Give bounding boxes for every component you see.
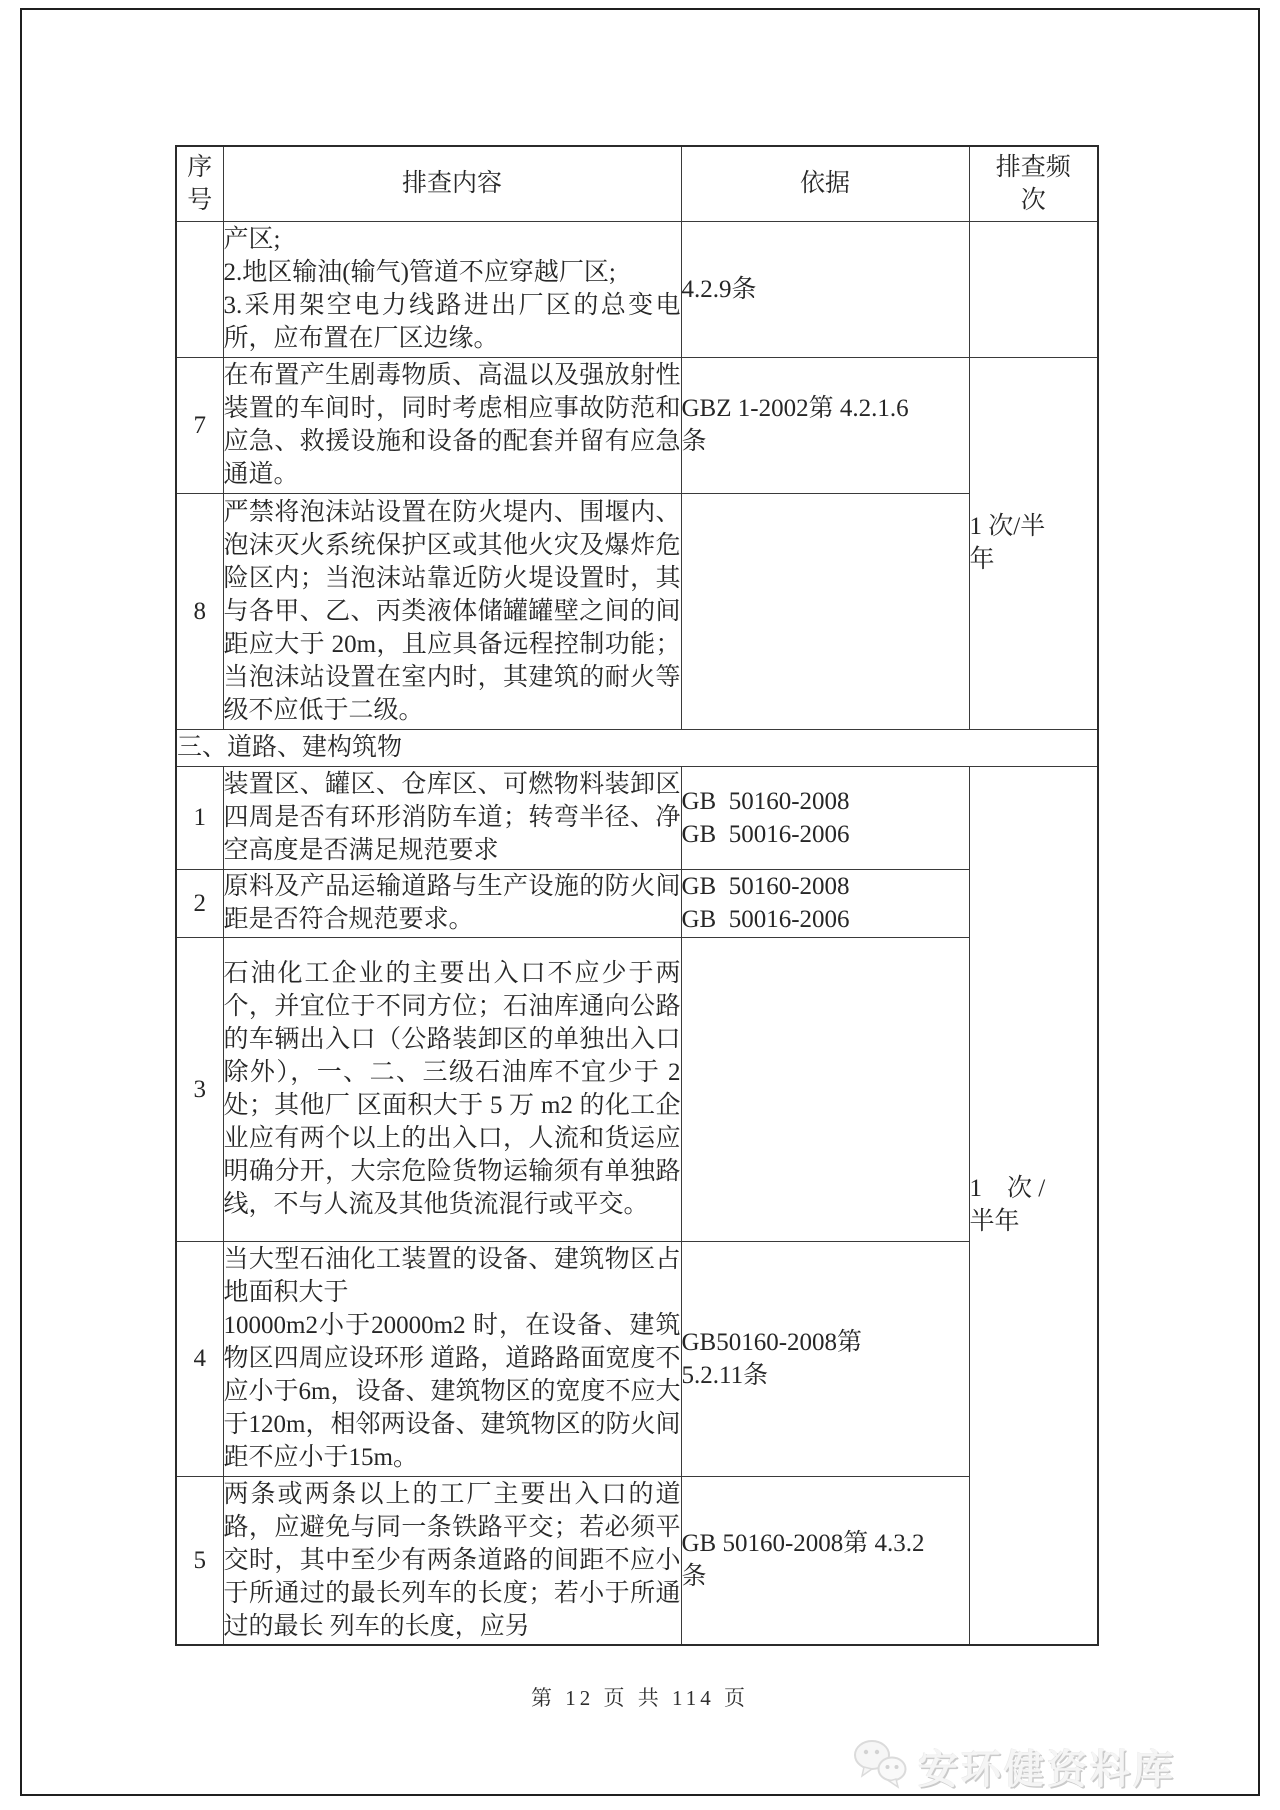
row-no: 3	[193, 1075, 206, 1103]
freq-line: 半年	[969, 1208, 1020, 1236]
content-text: 原料及产品运输道路与生产设施的防火间距是否符合规范要求。	[223, 873, 681, 933]
basis-line: GB 50016-2006	[681, 906, 850, 933]
freq-line: 1 次 /	[969, 1175, 1046, 1203]
table-row-8	[176, 493, 1098, 729]
table-row-2	[176, 869, 1098, 937]
basis-line: GB 50160-2008第 4.3.2	[681, 1530, 925, 1558]
row-basis-cell	[681, 869, 969, 937]
content-line: 产区;	[223, 226, 281, 253]
page-number-footer: 第 12 页 共 114 页	[531, 1686, 749, 1710]
basis-line: 条	[681, 1563, 707, 1591]
row-no: 1	[193, 804, 206, 831]
content-line: 2.地区输油(输气)管道不应穿越厂区;	[223, 259, 616, 286]
row-basis-cell	[681, 221, 969, 357]
table-row-continuation	[176, 221, 1098, 357]
row-no-cell	[176, 221, 223, 357]
row-no: 5	[193, 1546, 206, 1574]
row-no: 7	[193, 411, 206, 439]
basis-line: 条	[681, 428, 707, 455]
row-no: 4	[193, 1345, 206, 1372]
row-no: 8	[193, 597, 206, 625]
row-content-cell	[223, 493, 681, 729]
table-header-row	[176, 146, 1098, 221]
watermark-label: 安环健资料库	[918, 1746, 1176, 1792]
row-basis-cell	[681, 1476, 969, 1645]
row-basis-cell	[681, 1241, 969, 1476]
header-basis	[681, 146, 969, 221]
row-no-cell	[176, 937, 223, 1241]
header-no	[176, 146, 223, 221]
row-no-cell	[176, 493, 223, 729]
content-text: 石油化工企业的主要出入口不应少于两个，并宜位于不同方位；石油库通向公路的车辆出入口（公路装卸区的单独出入口除外），一、二、三级石油库不宜少于 2 处；其他厂 区面积大于 5 万 m2 的化工企业应有两个以上的出入口，人流和货运应明确分开，大宗危险货物运输须有单独路线，不与人流及其他货流混行或平交。	[223, 960, 681, 1218]
section-heading-row	[176, 729, 1098, 766]
table-row-4	[176, 1241, 1098, 1476]
basis-line: GB50160-2008第	[681, 1328, 863, 1356]
row-no-cell	[176, 1241, 223, 1476]
basis-line: 4.2.9条	[681, 275, 757, 303]
table-row-5	[176, 1476, 1098, 1645]
row-basis-cell	[681, 766, 969, 869]
basis-line: GB 50160-2008	[681, 873, 850, 900]
row-content-cell	[223, 937, 681, 1241]
row-content-cell	[223, 766, 681, 869]
header-content-label: 排查内容	[401, 170, 502, 198]
basis-line: GBZ 1-2002第 4.2.1.6	[681, 395, 909, 422]
content-line: 3.采用架空电力线路进出厂区的总变电所，应布置在厂区边缘。	[223, 292, 681, 352]
inspection-table	[175, 145, 1099, 1646]
content-line: 当大型石油化工装置的设备、建筑物区占地面积大于	[223, 1246, 681, 1306]
row-no-cell	[176, 869, 223, 937]
row-content-cell	[223, 869, 681, 937]
row-content-cell	[223, 1476, 681, 1645]
table-row-7	[176, 357, 1098, 493]
content-text: 在布置产生剧毒物质、高温以及强放射性装置的车间时，同时考虑相应事故防范和应急、救援设施和设备的配套并留有应急通道。	[223, 362, 681, 488]
row-basis-cell	[681, 493, 969, 729]
row-basis-cell	[681, 357, 969, 493]
header-no-label: 序号	[187, 153, 213, 214]
row-content-cell	[223, 1241, 681, 1476]
header-basis-label: 依据	[799, 170, 850, 198]
freq-line: 年	[969, 546, 995, 573]
row-freq-cell	[969, 221, 1098, 357]
row-no-cell	[176, 357, 223, 493]
row-basis-cell	[681, 937, 969, 1241]
table-row-1	[176, 766, 1098, 869]
basis-line: 5.2.11条	[681, 1361, 769, 1389]
row-content-cell	[223, 221, 681, 357]
watermark	[852, 1736, 1232, 1796]
content-text: 严禁将泡沫站设置在防火堤内、围堰内、泡沫灭火系统保护区或其他火灾及爆炸危险区内；当泡沫站靠近防火堤设置时，其与各甲、乙、丙类液体储罐罐壁之间的间距应大于 20m，且应具备远程控制功能；当泡沫站设置在室内时，其建筑的耐火等级不应低于二级。	[223, 498, 681, 724]
row-no-cell	[176, 766, 223, 869]
table-row-3	[176, 937, 1098, 1241]
header-freq	[969, 146, 1098, 221]
content-line: 10000m2小于20000m2 时，在设备、建筑物区四周应设环形 道路，道路路面宽度不应小于6m，设备、建筑物区的宽度不应大于120m，相邻两设备、建筑物区的防火间距不应小于15m。	[223, 1312, 681, 1471]
basis-line: GB 50016-2006	[681, 820, 850, 848]
row-freq-cell-merged	[969, 357, 1098, 729]
basis-line: GB 50160-2008	[681, 787, 850, 815]
header-freq-label: 排查频次	[995, 153, 1071, 214]
row-content-cell	[223, 357, 681, 493]
row-no: 2	[193, 889, 206, 917]
section-heading: 三、道路、建构筑物	[176, 729, 1098, 766]
header-content	[223, 146, 681, 221]
content-text: 装置区、罐区、仓库区、可燃物料装卸区四周是否有环形消防车道；转弯半径、净空高度是否满足规范要求	[223, 771, 681, 864]
content-text: 两条或两条以上的工厂主要出入口的道路，应避免与同一条铁路平交；若必须平交时，其中至少有两条道路的间距不应小于所通过的最长列车的长度；若小于所通过的最长 列车的长度，应另	[223, 1480, 681, 1640]
freq-line: 1 次/半	[969, 513, 1046, 540]
row-no-cell	[176, 1476, 223, 1645]
wechat-bubbles-icon	[852, 1738, 910, 1795]
row-freq-cell-merged	[969, 766, 1098, 1645]
